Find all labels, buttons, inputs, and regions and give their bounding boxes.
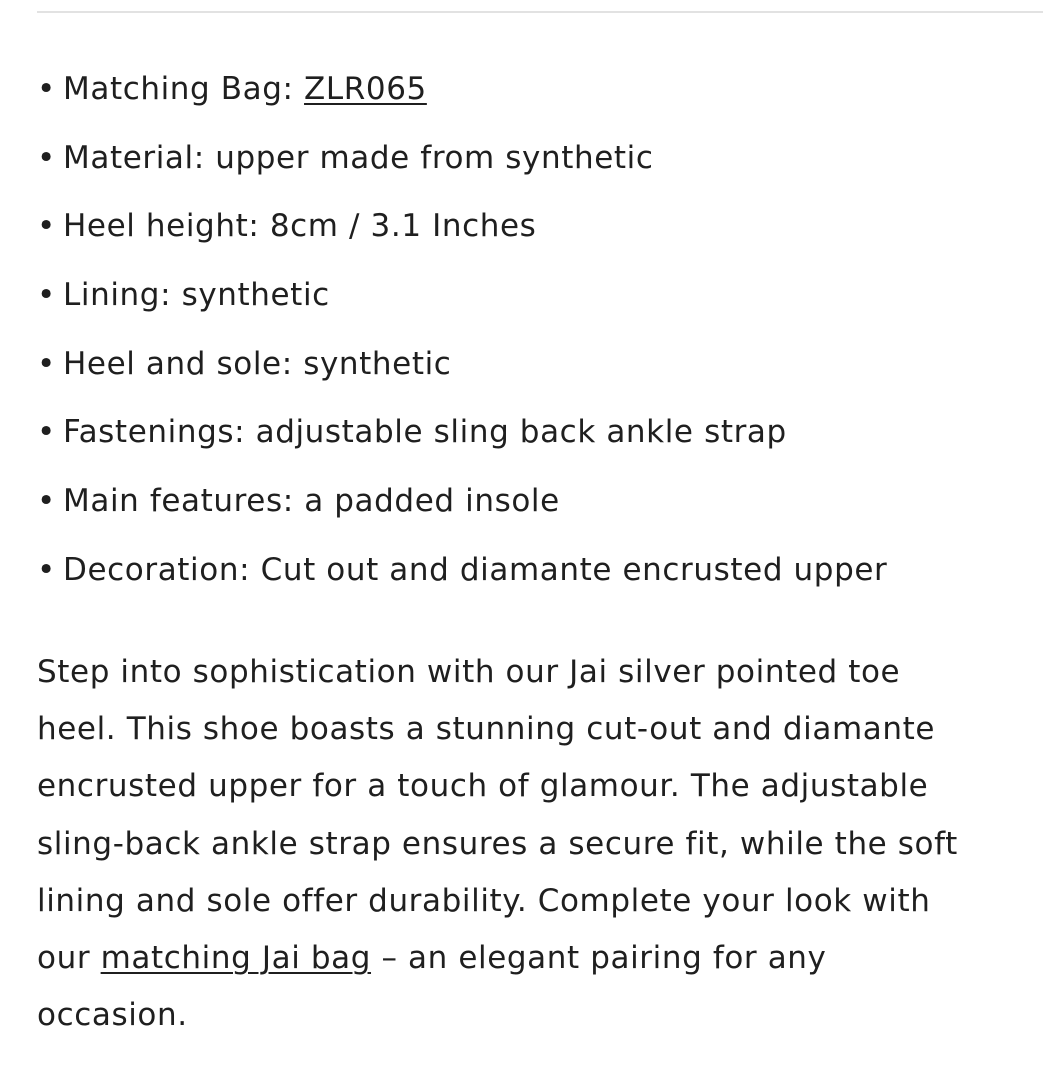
bullet-icon: • — [37, 551, 56, 588]
spec-label: Heel height: 8cm / 3.1 Inches — [63, 208, 537, 245]
spec-item-fastenings — [37, 409, 1037, 478]
description-text: – an elegant pairing for any — [371, 940, 827, 977]
description-line: occasion. — [37, 997, 188, 1034]
bullet-icon: • — [37, 208, 56, 245]
spec-item-main-features — [37, 478, 1037, 547]
spec-item-matching-bag — [37, 66, 1037, 135]
spec-label: Main features: a padded insole — [63, 483, 560, 520]
bullet-icon: • — [37, 139, 56, 176]
bullet-icon: • — [37, 414, 56, 451]
spec-label: Matching Bag: — [63, 71, 305, 107]
description-line: lining and sole offer durability. Complete your look with — [37, 882, 931, 919]
description-line: Step into sophistication with our Jai silver pointed toe — [37, 654, 901, 690]
description-line: encrusted upper for a touch of glamour. The adjustable — [37, 768, 929, 805]
spec-item-heel-height — [37, 203, 1037, 272]
description-line: sling-back ankle strap ensures a secure fit, while the soft — [37, 825, 958, 862]
description-line — [37, 930, 1037, 987]
matching-jai-bag-link[interactable]: matching Jai bag — [100, 940, 372, 977]
description-line: heel. This shoe boasts a stunning cut-out and diamante — [37, 711, 936, 748]
spec-item-heel-and-sole — [37, 341, 1037, 410]
spec-label: Material: upper made from synthetic — [63, 139, 654, 176]
bullet-icon: • — [37, 483, 56, 520]
spec-item-lining — [37, 272, 1037, 341]
bullet-icon: • — [37, 71, 56, 107]
spec-label: Fastenings: adjustable sling back ankle strap — [63, 414, 787, 451]
spec-label: Heel and sole: synthetic — [63, 345, 452, 382]
description-text: our — [37, 940, 101, 977]
spec-item-material — [37, 135, 1037, 204]
bullet-icon: • — [37, 345, 56, 382]
bullet-icon: • — [37, 277, 56, 314]
section-divider — [37, 11, 1043, 13]
spec-label: Lining: synthetic — [63, 277, 330, 314]
spec-label: Decoration: Cut out and diamante encrusted upper — [63, 551, 888, 588]
spec-list — [37, 66, 1037, 616]
spec-item-decoration — [37, 547, 1037, 616]
matching-bag-link[interactable]: ZLR065 — [304, 71, 427, 107]
product-description — [37, 644, 1037, 1044]
